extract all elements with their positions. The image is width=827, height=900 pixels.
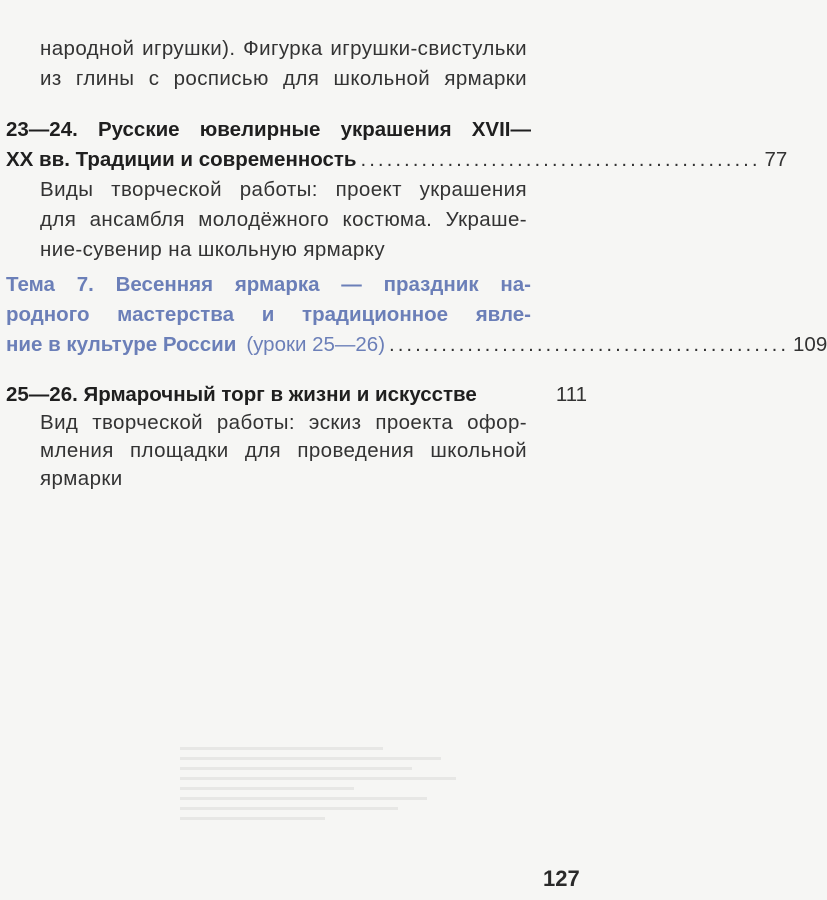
leader-dots: .............................................. <box>389 333 790 356</box>
topic-7-page: 109 <box>793 333 827 356</box>
continuation-line-2: из глины с росписью для школьной ярмарки <box>40 67 527 90</box>
topic-7-title-line-1[interactable]: Тема 7. Весенняя ярмарка — праздник на- <box>6 273 531 296</box>
toc-entry-25-26-title-text: 25—26. Ярмарочный торг в жизни и искусстве <box>6 383 477 406</box>
show-through-text <box>180 740 470 840</box>
toc-entry-23-24-desc-line-2: для ансамбля молодёжного костюма. Украше- <box>40 208 527 231</box>
toc-entry-25-26-title[interactable] <box>6 380 587 410</box>
continuation-line-1: народной игрушки). Фигурка игрушки-свистульки <box>40 37 527 60</box>
toc-entry-23-24-title-text: XX вв. Традиции и современность <box>6 148 357 171</box>
topic-7-title-text: ние в культуре России <box>6 333 237 356</box>
toc-entry-25-26-page: 111 <box>555 383 587 406</box>
toc-entry-23-24-desc-line-1: Виды творческой работы: проект украшения <box>40 178 527 201</box>
topic-7-title-line-3[interactable] <box>6 330 827 360</box>
leader-dots: .............................................. <box>360 148 761 171</box>
toc-entry-23-24-title-line-1[interactable]: 23—24. Русские ювелирные украшения XVII— <box>6 118 531 141</box>
toc-entry-23-24-title-line-2[interactable] <box>6 145 788 175</box>
topic-7-lessons-range: (уроки 25—26) <box>246 333 386 356</box>
toc-entry-23-24-page: 77 <box>764 148 788 171</box>
toc-entry-25-26-desc-line-2: мления площадки для проведения школьной <box>40 439 527 462</box>
toc-entry-23-24-desc-line-3: ние-сувенир на школьную ярмарку <box>40 238 385 261</box>
toc-entry-25-26-desc-line-1: Вид творческой работы: эскиз проекта офор- <box>40 411 527 434</box>
toc-entry-25-26-desc-line-3: ярмарки <box>40 467 123 490</box>
page-number: 127 <box>543 866 580 891</box>
topic-7-title-line-2[interactable]: родного мастерства и традиционное явле- <box>6 303 531 326</box>
